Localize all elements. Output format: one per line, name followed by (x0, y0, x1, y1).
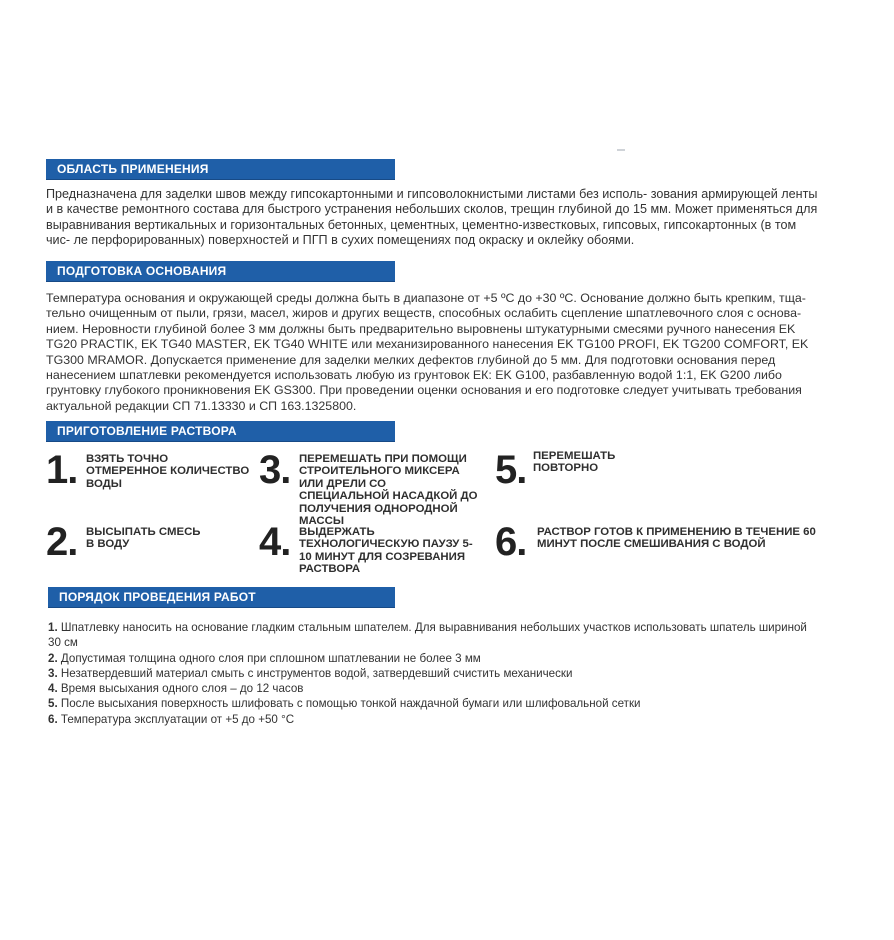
list-item: 6. Температура эксплуатации от +5 до +50 °С (48, 712, 295, 726)
list-item: 1. Шпатлевку наносить на основание гладким стальным шпателем. Для выравнивания небольших участков использовать шпатель шириной 30 см (48, 621, 807, 650)
step-number-2: 2. (46, 520, 78, 564)
step-text-1: ВЗЯТЬ ТОЧНО ОТМЕРЕННОЕ КОЛИЧЕСТВО ВОДЫ (86, 453, 250, 490)
section-title: ПРИГОТОВЛЕНИЕ РАСТВОРА (57, 424, 237, 438)
step-number-4: 4. (259, 520, 291, 564)
list-item: 4. Время высыхания одного слоя – до 12 часов (48, 682, 304, 696)
step-text-6: РАСТВОР ГОТОВ К ПРИМЕНЕНИЮ В ТЕЧЕНИЕ 60 МИНУТ ПОСЛЕ СМЕШИВАНИЯ С ВОДОЙ (537, 526, 816, 551)
step-text-3: ПЕРЕМЕШАТЬ ПРИ ПОМОЩИ СТРОИТЕЛЬНОГО МИКСЕРА ИЛИ ДРЕЛИ СО СПЕЦИАЛЬНОЙ НАСАДКОЙ ДО ПОЛУЧЕНИЯ ОДНОРОДНОЙ МАССЫ (299, 453, 478, 528)
step-number-3: 3. (259, 448, 291, 492)
step-text-5: ПЕРЕМЕШАТЬ ПОВТОРНО (533, 450, 616, 475)
section-header-works (48, 587, 395, 608)
works-list (48, 620, 808, 727)
decorative-dash (617, 149, 625, 151)
step-text-4: ВЫДЕРЖАТЬ ТЕХНОЛОГИЧЕСКУЮ ПАУЗУ 5-10 МИНУТ ДЛЯ СОЗРЕВАНИЯ РАСТВОРА (299, 526, 473, 576)
section-header-preparation (46, 261, 395, 282)
step-number-6: 6. (495, 520, 527, 564)
section-title: ОБЛАСТЬ ПРИМЕНЕНИЯ (57, 162, 209, 176)
application-text: Предназначена для заделки швов между гипсокартонными и гипсоволокнистыми листами без исполь- зования армирующей ленты и в качестве ремонтного состава для быстрого устранения небольших сколов, трещин глубиной до 15 мм. Может применяться для выравнивания вертикальных и горизонтальных бетонных, цементных, цементно-известковых, гипсовых, гипсокартонных (в том чис- ле перфорированных) поверхностей и ПГП в сухих помещениях под окраску и оклейку обоями. (46, 187, 818, 248)
list-item: 3. Незатвердевший материал смыть с инструментов водой, затвердевший счистить механически (48, 666, 573, 680)
step-text-2: ВЫСЫПАТЬ СМЕСЬ В ВОДУ (86, 526, 201, 551)
step-number-5: 5. (495, 448, 527, 492)
section-title: ПОДГОТОВКА ОСНОВАНИЯ (57, 264, 227, 278)
step-number-1: 1. (46, 448, 78, 492)
list-item: 2. Допустимая толщина одного слоя при сплошном шпатлевании не более 3 мм (48, 651, 481, 665)
preparation-text: Температура основания и окружающей среды должна быть в диапазоне от +5 ºС до +30 ºС. Основание должно быть крепким, тща- тельно очищенным от пыли, грязи, масел, жиров и других веществ, способных ослабить сцепление шпатлевочного слоя с основа- нием. Неровности глубиной более 3 мм должны быть предварительно выровнены штукатурными смесями ручного нанесения EK TG20 PRACTIK, EK TG40 MASTER, EK TG40 WHITE или механизированного нанесения EK TG100 PROFI, EK TG200 COMFORT, EK TG300 MRAMOR. Допускается применение для заделки мелких дефектов глубиной до 5 мм. Для подготовки основания перед нанесением шпатлевки рекомендуется использовать любую из грунтовок ЕК: EK G100, разбавленную водой 1:1, EK G200 либо грунтовку глубокого проникновения EK GS300. При проведении оценки основания и его подготовке следует учитывать требования актуальной редакции СП 71.13330 и СП 163.1325800. (46, 291, 809, 413)
section-header-mixing (46, 421, 395, 442)
section-title: ПОРЯДОК ПРОВЕДЕНИЯ РАБОТ (59, 590, 256, 604)
section-header-application (46, 159, 395, 180)
list-item: 5. После высыхания поверхность шлифовать с помощью тонкой наждачной бумаги или шлифовальной сетки (48, 697, 641, 711)
